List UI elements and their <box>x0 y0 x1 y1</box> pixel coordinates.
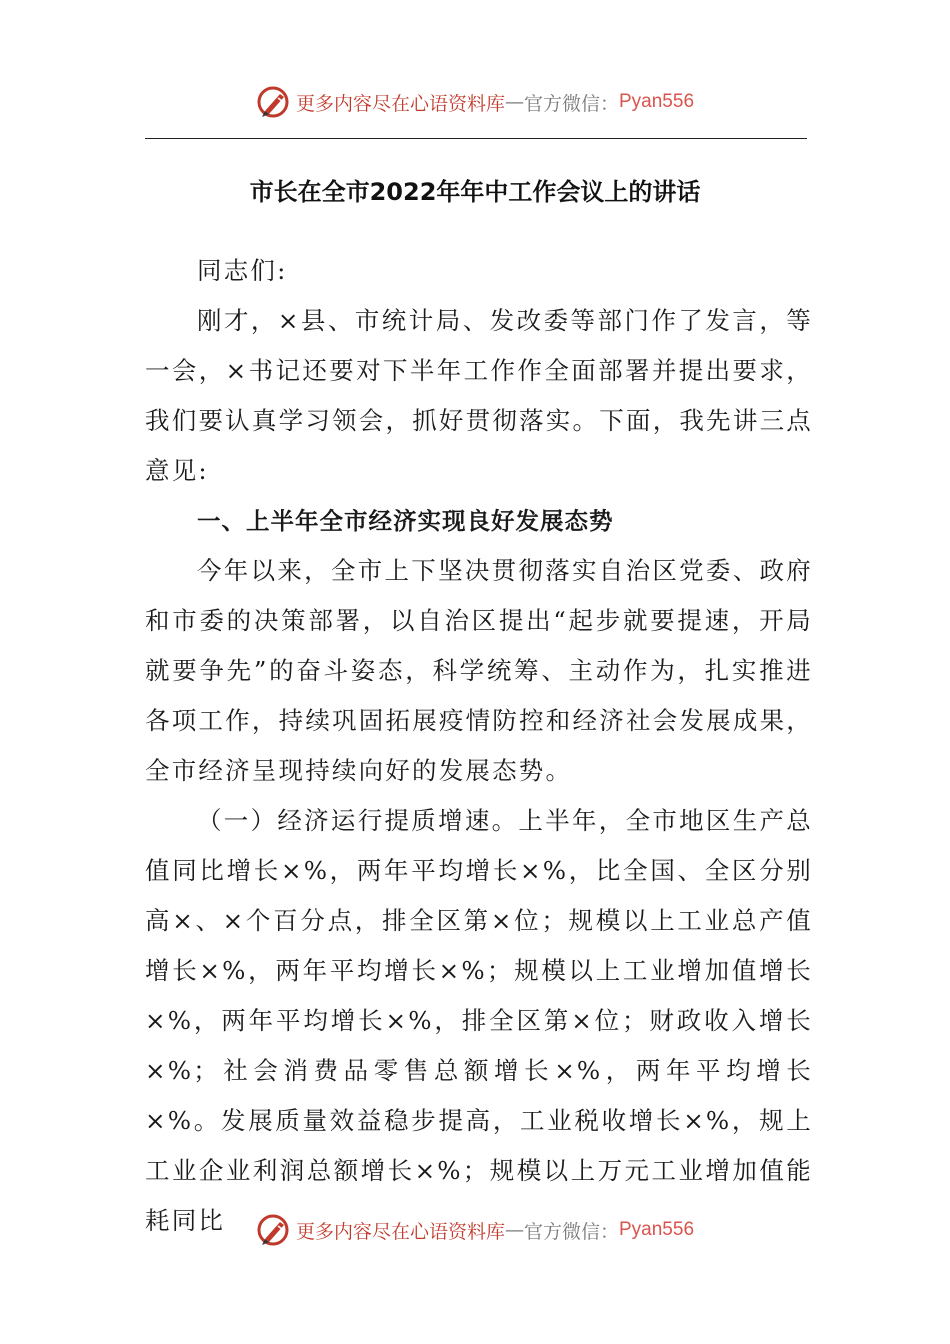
watermark-wechat-label: 官方微信： <box>523 92 619 115</box>
body-paragraph: 今年以来，全市上下坚决贯彻落实自治区党委、政府和市委的决策部署，以自治区提出“起步就要提速，开局就要争先”的奋斗姿态，科学统筹、主动作为，扎实推进各项工作，持续巩固拓展疫情防控和经济社会发展成果，全市经济呈现持续向好的发展态势。 <box>145 556 813 785</box>
watermark-account: Pyan556 <box>619 91 695 112</box>
watermark-text: 更多内容尽在心语资料库 <box>295 92 505 115</box>
pen-logo-icon <box>256 84 292 120</box>
body-paragraph: （一）经济运行提质增速。上半年，全市地区生产总值同比增长×%，两年平均增长×%，比全国、全区分别高×、×个百分点，排全区第×位；规模以上工业总产值增长×%，两年平均增长×%；规模以上工业增加值增长×%，两年平均增长×%，排全区第×位；财政收入增长×%；社会消费品零售总额增长×%，两年平均增长×%。发展质量效益稳步提高，工业税收增长×%，规上工业企业利润总额增长×%；规模以上万元工业增加值能耗同比 <box>145 806 813 1235</box>
document-title: 市长在全市2022年年中工作会议上的讲话 <box>249 178 701 206</box>
watermark-dash: — <box>504 1219 524 1241</box>
header-divider <box>145 138 807 139</box>
pen-logo-icon <box>256 1212 292 1248</box>
watermark-dash: — <box>504 91 524 113</box>
watermark-banner-top <box>0 82 950 122</box>
intro-paragraph: 刚才，×县、市统计局、发改委等部门作了发言，等一会，×书记还要对下半年工作作全面部署并提出要求，我们要认真学习领会，抓好贯彻落实。下面，我先讲三点意见: <box>145 306 813 485</box>
document-body <box>145 246 813 1246</box>
watermark-wechat-label: 官方微信： <box>523 1220 619 1243</box>
salutation-paragraph: 同志们: <box>197 256 288 285</box>
watermark-banner-bottom <box>0 1210 950 1250</box>
watermark-account: Pyan556 <box>619 1219 695 1240</box>
section-heading-1: 一、上半年全市经济实现良好发展态势 <box>197 507 614 535</box>
watermark-text: 更多内容尽在心语资料库 <box>295 1220 505 1243</box>
